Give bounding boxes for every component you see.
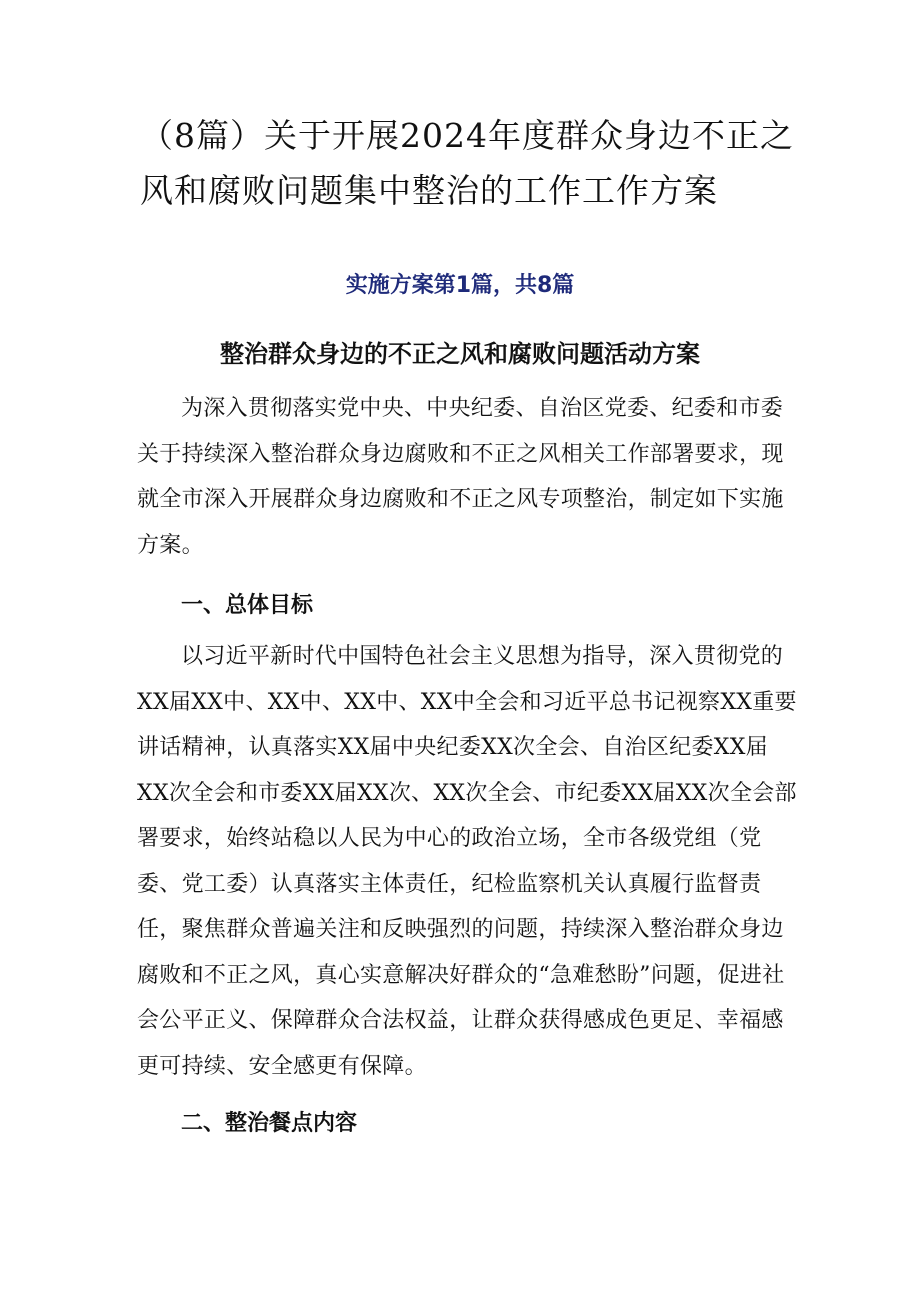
- goals-paragraph: 以习近平新时代中国特色社会主义思想为指导，深入贯彻党的XX届XX中、XX中、XX中、XX中全会和习近平总书记视察XX重要讲话精神，认真落实XX届中央纪委XX次全会、自治区纪委XX届XX次全会和市委XX届XX次、XX次全会、市纪委XX届XX次全会部署要求，始终站稳以人民为中心的政治立场，全市各级党组（党委、党工委）认真落实主体责任，纪检监察机关认真履行监督责任，聚焦群众普遍关注和反映强烈的问题，持续深入整治群众身边腐败和不正之风，真心实意解决好群众的“急难愁盼”问题，促进社会公平正义、保障群众合法权益，让群众获得感成色更足、幸福感更可持续、安全感更有保障。: [137, 644, 797, 1079]
- section-heading-goals: 一、总体目标: [181, 593, 314, 618]
- part-heading: 实施方案第1篇，共8篇: [345, 273, 575, 298]
- document-title: （8篇）关于开展2024年度群众身边不正之风和腐败问题集中整治的工作工作方案: [140, 116, 794, 210]
- plan-subtitle: 整治群众身边的不正之风和腐败问题活动方案: [220, 340, 700, 368]
- intro-paragraph: 为深入贯彻落实党中央、中央纪委、自治区党委、纪委和市委关于持续深入整治群众身边腐败和不正之风相关工作部署要求，现就全市深入开展群众身边腐败和不正之风专项整治，制定如下实施方案。: [137, 396, 784, 558]
- section-heading-content: 二、整治餐点内容: [181, 1111, 358, 1136]
